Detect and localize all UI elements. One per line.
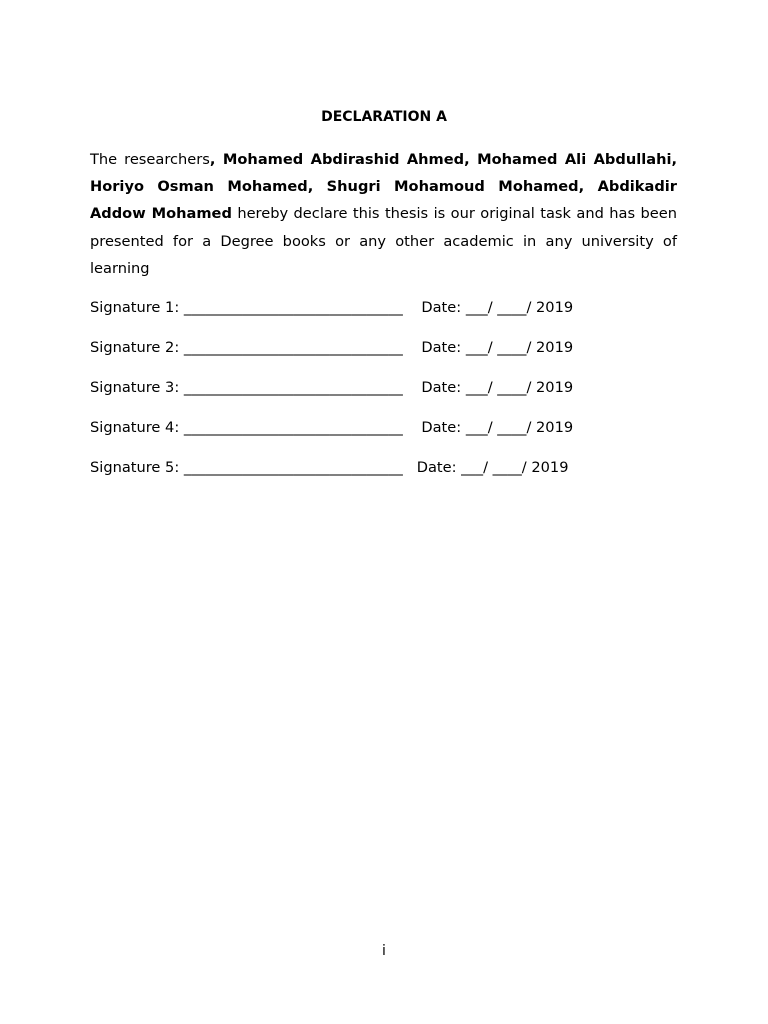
paragraph-rest: hereby declare this thesis is our original task and has been presented for a Degree books or any other academic in any university of learning [90, 205, 677, 277]
signature-line-1 [90, 298, 573, 318]
date-label: Date: [421, 419, 462, 436]
signature-line-4 [90, 418, 573, 438]
signature-blank: ______________________________ [183, 459, 403, 476]
date-value: ___/ ____/ 2019 [465, 419, 574, 436]
date-label: Date: [421, 339, 462, 356]
signature-label: Signature 2: [90, 339, 180, 356]
signature-line-3 [90, 378, 573, 398]
date-value: ___/ ____/ 2019 [461, 459, 569, 476]
paragraph-comma: , [209, 151, 223, 168]
signature-blank: ______________________________ [183, 419, 403, 436]
signature-blank: ______________________________ [183, 379, 403, 396]
date-label: Date: [416, 459, 457, 476]
signature-label: Signature 5: [90, 459, 180, 476]
date-label: Date: [421, 299, 462, 316]
signature-label: Signature 4: [90, 419, 180, 436]
signature-line-5 [90, 458, 569, 478]
signature-label: Signature 3: [90, 379, 180, 396]
researcher-names: Mohamed Abdirashid Ahmed, Mohamed Ali Abdullahi, Horiyo Osman Mohamed, Shugri Mohamoud Mohamed, Abdikadir Addow Mohamed [90, 151, 678, 223]
date-value: ___/ ____/ 2019 [465, 379, 574, 396]
paragraph-lead: The researchers [90, 151, 210, 168]
date-value: ___/ ____/ 2019 [465, 339, 574, 356]
page-number: i [382, 943, 386, 959]
page-title: DECLARATION A [321, 109, 447, 125]
declaration-paragraph [90, 146, 677, 282]
signature-blank: ______________________________ [183, 299, 403, 316]
date-label: Date: [421, 379, 462, 396]
signature-blank: ______________________________ [183, 339, 403, 356]
signature-line-2 [90, 338, 573, 358]
date-value: ___/ ____/ 2019 [465, 299, 574, 316]
signature-label: Signature 1: [90, 299, 180, 316]
